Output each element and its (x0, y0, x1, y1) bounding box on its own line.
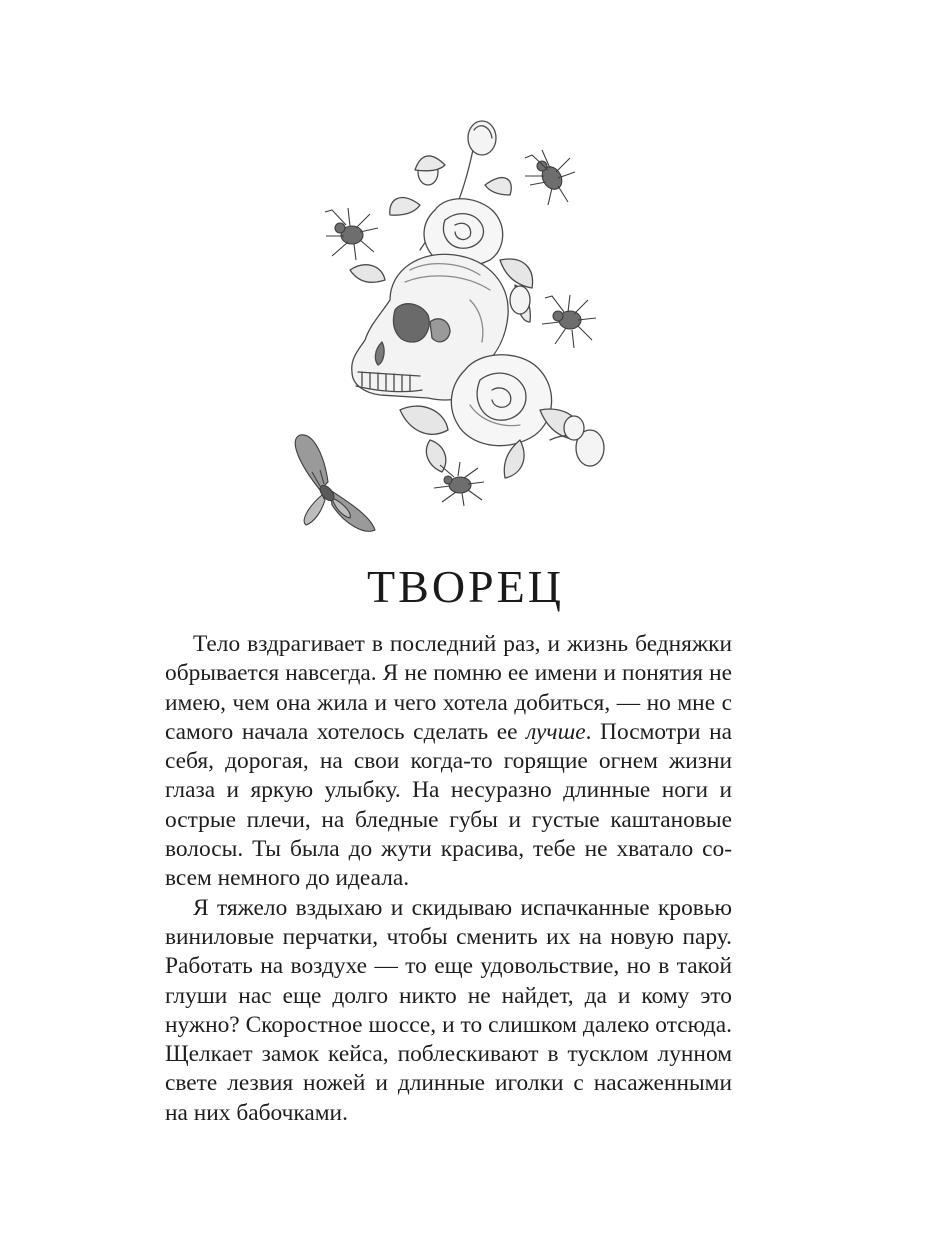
skull-roses-spiders-moth-icon (270, 110, 650, 550)
paragraph-2: Я тяжело вздыхаю и скидываю испачканные кровью виниловые перчатки, чтобы сменить их на новую пару. Работать на воздухе — то еще удовольствие, но в такой глуши нас еще долго никто не найдет, да и кому это нужно? Скоростное шоссе, и то слишком далеко отсюда. Щелкает замок кейса, поблескивают в тусклом лунном свете лезвия ножей и длинные иголки с насаженными на них бабочками. (165, 894, 732, 1126)
paragraph-1 (165, 630, 732, 894)
paragraph-1-before: Тело вздрагивает в последний раз, и жизнь бедняжки обрывается навсегда. Я не помню ее имени и понятия не имею, чем она жила и чего хотела добиться, — но мне с самого начала хотелось сделать ее (165, 631, 732, 745)
chapter-title: ТВОРЕЦ (367, 561, 564, 612)
paragraph-1-emphasis: лучше (526, 718, 586, 745)
paragraph-1-after: . Посмотри на себя, дорогая, на свои когда-то горящие огнем жизни глаза и яркую улыбку. На несуразно длинные ноги и острые плечи, на бледные губы и густые каштановые волосы. Ты была до жути красива, тебе не хватало совсем немного до идеала. (165, 718, 733, 892)
chapter-body (165, 630, 732, 1128)
